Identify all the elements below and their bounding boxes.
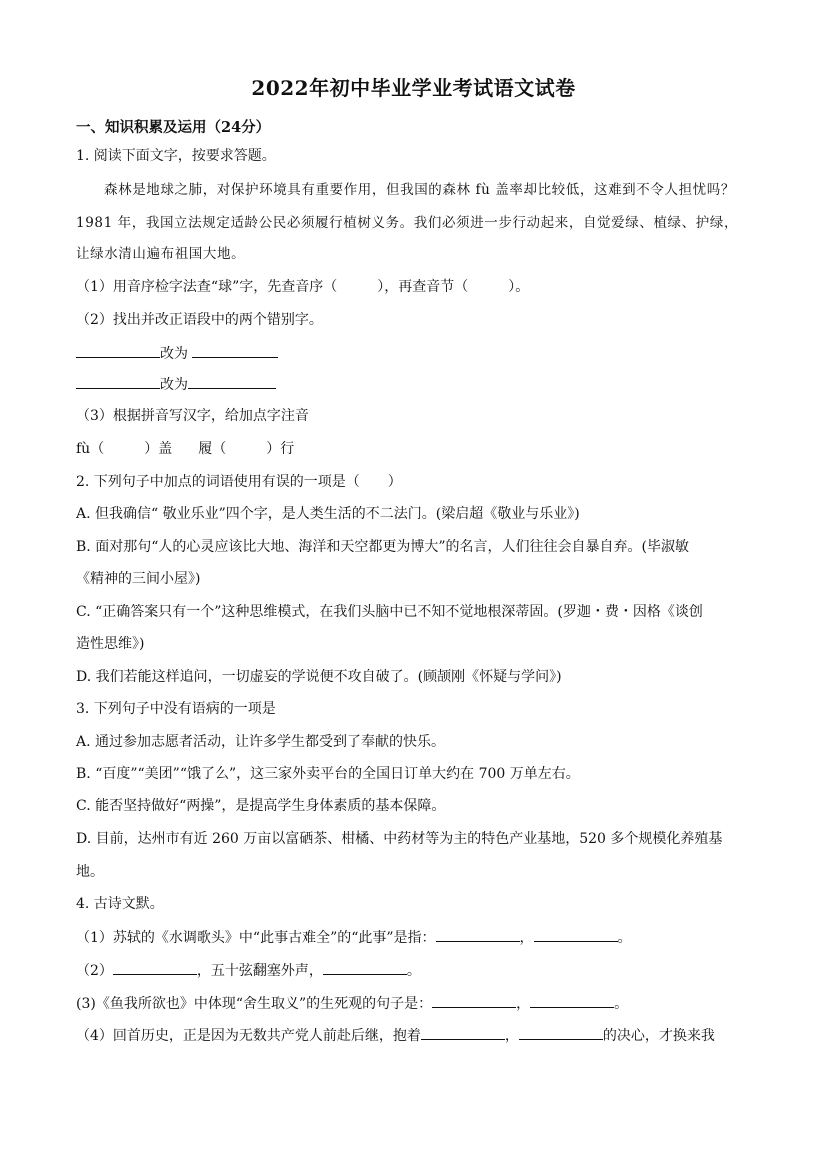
q2-stem: 2. 下列句子中加点的词语使用有误的一项是（ ） xyxy=(76,474,402,490)
q1-sub1-text-c: ）。 xyxy=(508,279,530,295)
q2-option-b-line-1[interactable]: B. 面对那句“人的心灵应该比大地、海洋和天空都更为博大”的名言，人们往往会自暴自弃。(毕淑敏 xyxy=(76,539,689,555)
q1-fix-row-2 xyxy=(76,374,276,395)
q1-stem: 1. 阅读下面文字，按要求答题。 xyxy=(76,148,276,164)
q1-sub1-text-b: ），再查音节（ xyxy=(377,279,469,295)
q1-sub1-text-a: （1）用音序检字法查“球”字，先查音序（ xyxy=(76,279,338,295)
q4-sub2-text-a: （2） xyxy=(76,963,113,979)
q4-stem: 4. 古诗文默。 xyxy=(76,896,164,912)
q2-option-c-line-2: 造性思维》) xyxy=(76,636,145,652)
q3-option-d-line-2: 地。 xyxy=(76,864,104,880)
q1-correct-char-blank-2[interactable] xyxy=(188,374,276,389)
q4-sub1-comma: ， xyxy=(519,930,534,946)
q3-stem: 3. 下列句子中没有语病的一项是 xyxy=(76,701,276,717)
exam-title: 2022年初中毕业学业考试语文试卷 xyxy=(251,76,576,100)
q4-sub2-period: 。 xyxy=(406,963,421,979)
q4-sub1-period: 。 xyxy=(617,930,632,946)
q4-sub2-blank-1[interactable] xyxy=(113,960,197,975)
q1-passage-line-2: 1981 年，我国立法规定适龄公民必须履行植树义务。我们必须进一步行动起来，自觉爱绿、植绿、护绿， xyxy=(76,215,739,231)
q1-sub3-items xyxy=(76,439,294,459)
q1-sub2: （2）找出并改正语段中的两个错别字。 xyxy=(76,312,323,328)
q4-sub3-blank-2[interactable] xyxy=(530,993,614,1008)
q4-sub3-text: (3)《鱼我所欲也》中体现“舍生取义”的生死观的句子是： xyxy=(76,996,433,1012)
q4-sub3-comma: ， xyxy=(516,996,531,1012)
q4-sub2-blank-2[interactable] xyxy=(323,960,407,975)
q3-option-a[interactable]: A. 通过参加志愿者活动，让许多学生都受到了奉献的快乐。 xyxy=(76,734,446,750)
q1-wrong-char-blank-2[interactable] xyxy=(76,374,160,389)
q3-option-d-line-1[interactable]: D. 目前，达州市有近 260 万亩以富硒茶、柑橘、中药材等为主的特色产业基地，520 多个规模化养殖基 xyxy=(76,831,723,847)
q1-wrong-char-blank-1[interactable] xyxy=(76,343,160,358)
q1-fix-row-1 xyxy=(76,343,278,364)
q4-sub2 xyxy=(76,960,421,981)
q4-sub4-blank-1[interactable] xyxy=(421,1025,505,1040)
q2-option-d[interactable]: D. 我们若能这样追问，一切虚妄的学说便不攻自破了。(顾颉刚《怀疑与学问》) xyxy=(76,669,562,685)
q2-option-a[interactable]: A. 但我确信“ 敬业乐业”四个字，是人类生活的不二法门。(梁启超《敬业与乐业》) xyxy=(76,506,580,522)
q1-sub3-text-a: fù（ xyxy=(76,441,105,457)
q4-sub4-blank-2[interactable] xyxy=(519,1025,603,1040)
q4-sub2-text-b: ，五十弦翻塞外声， xyxy=(196,963,323,979)
q3-option-c[interactable]: C. 能否坚持做好“两操”，是提高学生身体素质的基本保障。 xyxy=(76,798,446,814)
q1-passage-line-3: 让绿水清山遍布祖国大地。 xyxy=(76,246,246,262)
q1-sub1 xyxy=(76,277,529,297)
q1-sub3-text-c: 履（ xyxy=(198,441,227,457)
q1-sub3-text-b: ）盖 xyxy=(144,441,173,457)
q2-option-c-line-1[interactable]: C. “正确答案只有一个”这种思维模式，在我们头脑中已不知不觉地根深蒂固。(罗迦・费・因格《谈创 xyxy=(76,604,703,620)
q4-sub1 xyxy=(76,927,632,948)
q1-sub3-text-d: ）行 xyxy=(266,441,295,457)
q2-option-b-line-2: 《精神的三间小屋》) xyxy=(76,571,201,587)
q1-correct-char-blank-1[interactable] xyxy=(192,343,278,358)
q1-passage-line-1: 森林是地球之肺，对保护环境具有重要作用，但我国的森林 fù 盖率却比较低，这难到不令人担忧吗？ xyxy=(104,182,735,198)
q1-fix-label-1: 改为 xyxy=(160,346,188,362)
q4-sub4-text-b: 的决心，才换来我 xyxy=(602,1028,715,1044)
q3-option-b[interactable]: B. “百度”“美团”“饿了么”，这三家外卖平台的全国日订单大约在 700 万单左右。 xyxy=(76,766,580,782)
q4-sub1-blank-2[interactable] xyxy=(534,927,618,942)
q4-sub4-text-a: （4）回首历史，正是因为无数共产党人前赴后继，抱着 xyxy=(76,1028,421,1044)
q4-sub3-blank-1[interactable] xyxy=(432,993,516,1008)
q4-sub3-period: 。 xyxy=(614,996,629,1012)
section-heading: 一、知识积累及运用（24分） xyxy=(76,119,271,136)
q4-sub1-blank-1[interactable] xyxy=(436,927,520,942)
q4-sub1-text: （1）苏轼的《水调歌头》中“此事古难全”的“此事”是指： xyxy=(76,930,436,946)
q1-fix-label-2: 改为 xyxy=(160,377,188,393)
q1-sub3: （3）根据拼音写汉字，给加点字注音 xyxy=(76,408,309,424)
q4-sub4-comma: ， xyxy=(504,1028,519,1044)
q4-sub4 xyxy=(76,1025,715,1046)
q4-sub3 xyxy=(76,993,628,1014)
